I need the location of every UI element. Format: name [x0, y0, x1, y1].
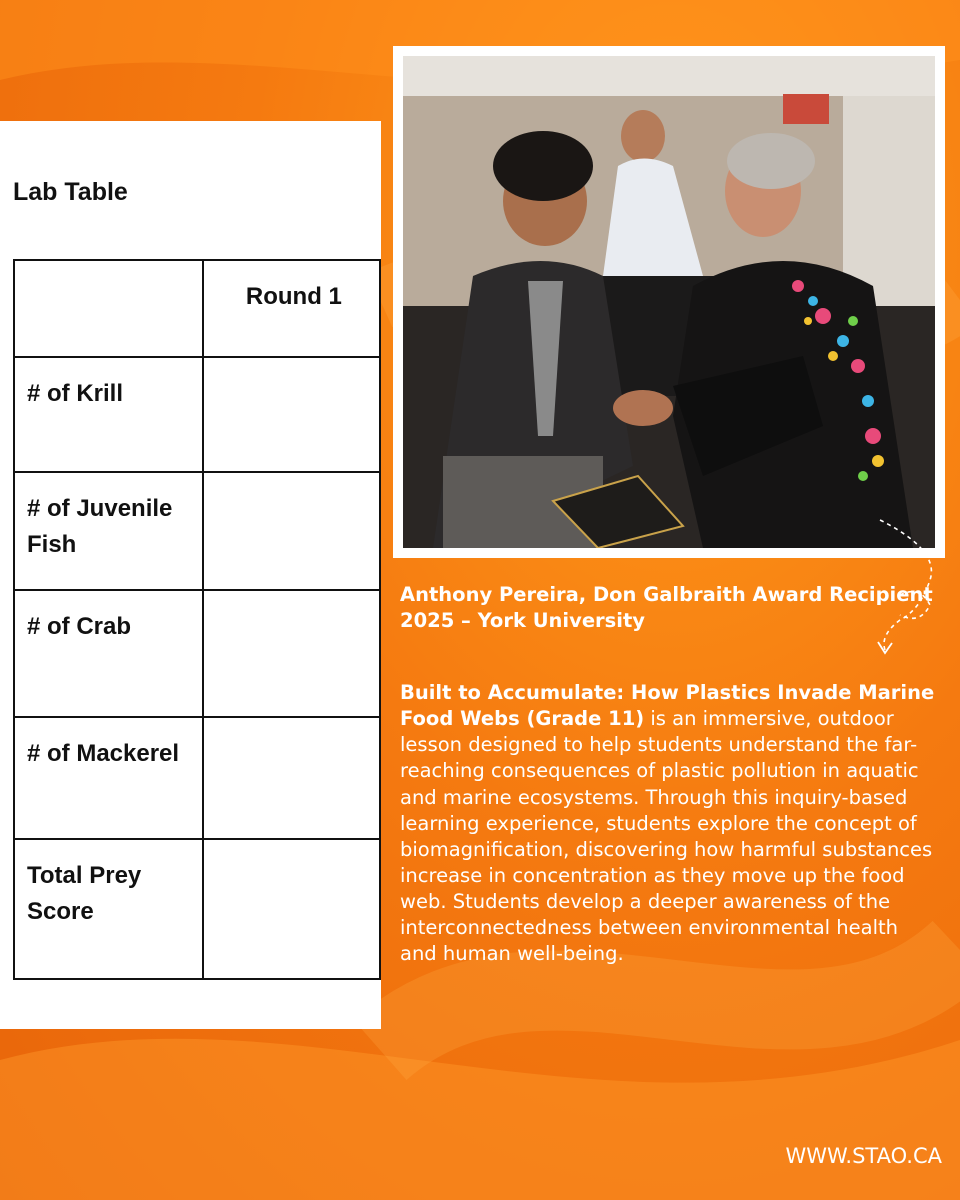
row-label-krill: # of Krill	[14, 357, 203, 472]
photo-frame	[393, 46, 945, 558]
lesson-description	[400, 680, 940, 967]
cell-krill-round-1	[203, 357, 380, 472]
table-corner-cell	[14, 260, 203, 357]
cell-total-prey-round-1	[203, 839, 380, 979]
photo-illustration	[403, 56, 935, 548]
award-caption: Anthony Pereira, Don Galbraith Award Recipient 2025 – York University	[400, 583, 933, 632]
row-label-crab: # of Crab	[14, 590, 203, 717]
lesson-title: Built to Accumulate: How Plastics Invade Marine Food Webs (Grade 11)	[400, 681, 935, 731]
cell-crab-round-1	[203, 590, 380, 717]
lab-table-card	[0, 121, 381, 1029]
lab-table	[13, 259, 381, 980]
cell-mackerel-round-1	[203, 717, 380, 839]
lesson-body: is an immersive, outdoor lesson designed to help students understand the far-reaching consequences of plastic pollution in aquatic and marine ecosystems. Through this inquiry-based learning experience, students explore the concept of biomagnification, discovering how harmful substances increase in concentration as they move up the food web. Students develop a deeper awareness of the interconnectedness between environmental health and human well-being.	[400, 707, 933, 966]
website-link[interactable]: WWW.STAO.CA	[785, 1144, 942, 1168]
column-header-round-1: Round 1	[203, 260, 380, 357]
cell-juvenile-fish-round-1	[203, 472, 380, 590]
row-label-total-prey-score: Total Prey Score	[14, 839, 203, 979]
award-handshake-photo	[403, 56, 935, 548]
row-label-juvenile-fish: # of Juvenile Fish	[14, 472, 203, 590]
row-label-mackerel: # of Mackerel	[14, 717, 203, 839]
lab-table-title: Lab Table	[13, 178, 128, 206]
